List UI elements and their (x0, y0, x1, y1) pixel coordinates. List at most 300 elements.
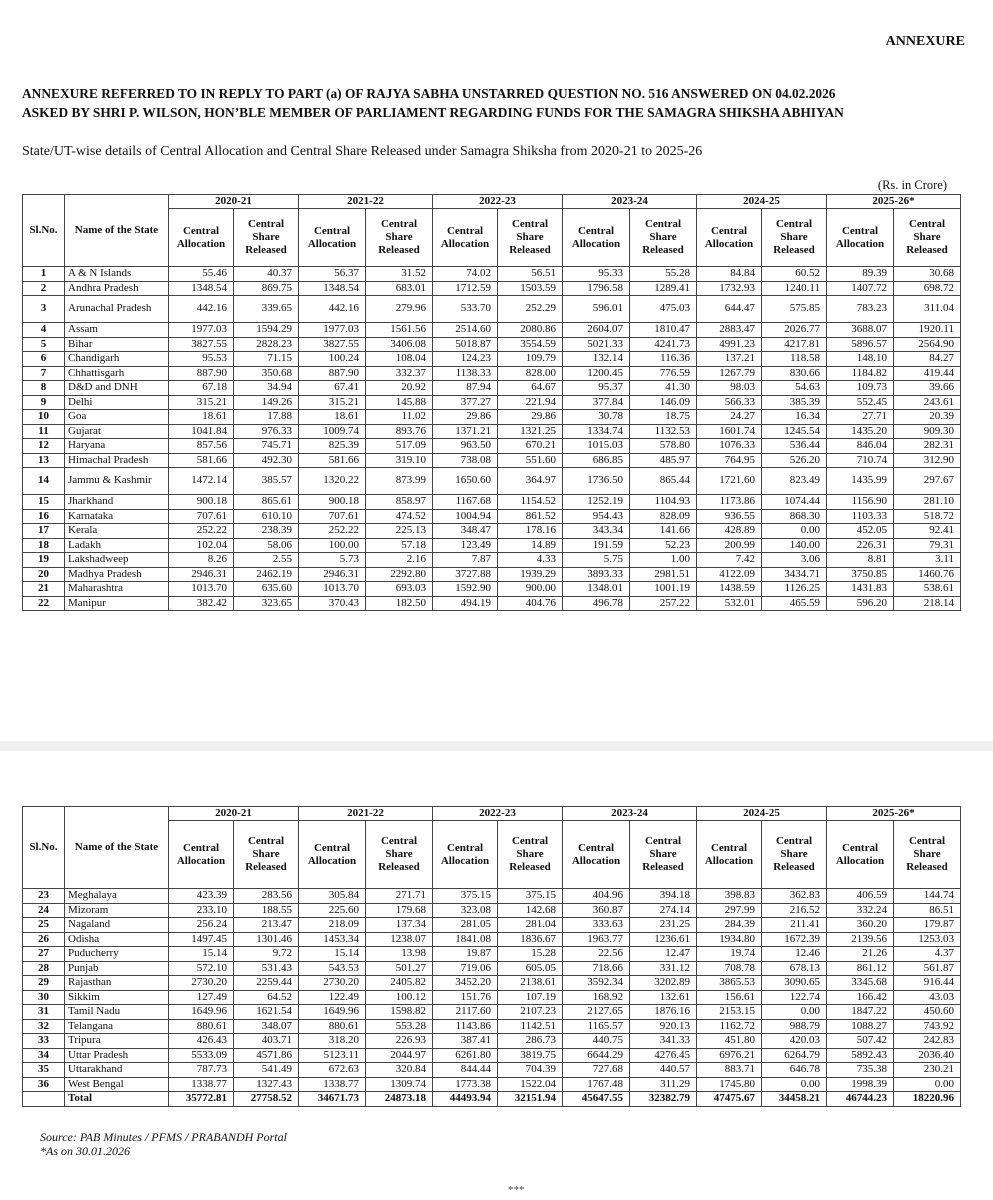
cell-central-share-released: 40.37 (234, 267, 299, 282)
cell-slno: 18 (23, 538, 65, 553)
cell-central-share-released: 858.97 (366, 495, 433, 510)
cell-central-share-released: 518.72 (894, 509, 961, 524)
cell-central-share-released: 71.15 (234, 352, 299, 367)
header-slno: Sl.No. (23, 807, 65, 889)
cell-central-allocation: 1103.33 (827, 509, 894, 524)
cell-central-allocation: 233.10 (169, 903, 234, 918)
cell-state-name: Gujarat (65, 424, 169, 439)
cell-slno: 33 (23, 1034, 65, 1049)
cell-central-allocation: 168.92 (563, 990, 630, 1005)
cell-central-allocation: 6261.80 (433, 1048, 498, 1063)
cell-central-allocation: 2153.15 (697, 1005, 762, 1020)
cell-slno: 27 (23, 947, 65, 962)
table-row (23, 947, 961, 962)
cell-central-share-released: 3434.71 (762, 567, 827, 582)
cell-central-share-released: 578.80 (630, 439, 697, 454)
cell-central-allocation: 428.89 (697, 524, 762, 539)
cell-state-name: Jharkhand (65, 495, 169, 510)
cell-central-share-released: 11.02 (366, 410, 433, 425)
cell-state-name: Telangana (65, 1019, 169, 1034)
cell-central-allocation: 423.39 (169, 889, 234, 904)
table-row (23, 1005, 961, 1020)
title-line-2: ASKED BY SHRI P. WILSON, HON’BLE MEMBER OF PARLIAMENT REGARDING FUNDS FOR THE SAMAGRA SHIKSHA ABHIYAN (22, 105, 844, 120)
cell-central-share-released: 541.49 (234, 1063, 299, 1078)
cell-central-share-released: 216.52 (762, 903, 827, 918)
cell-central-allocation: 6644.29 (563, 1048, 630, 1063)
cell-central-allocation: 507.42 (827, 1034, 894, 1049)
cell-central-allocation: 148.10 (827, 352, 894, 367)
cell-central-share-released: 319.10 (366, 453, 433, 468)
cell-central-share-released: 610.10 (234, 509, 299, 524)
cell-central-allocation: 900.18 (169, 495, 234, 510)
cell-state-name: Chhattisgarh (65, 366, 169, 381)
cell-slno: 35 (23, 1063, 65, 1078)
cell-central-share-released: 2026.77 (762, 323, 827, 338)
cell-central-allocation: 1736.50 (563, 468, 630, 495)
table-row (23, 439, 961, 454)
cell-central-share-released: 2259.44 (234, 976, 299, 991)
cell-central-allocation: 1977.03 (169, 323, 234, 338)
cell-central-allocation: 1998.39 (827, 1077, 894, 1092)
cell-central-allocation: 452.05 (827, 524, 894, 539)
header-central-allocation: Central Allocation (697, 821, 762, 889)
cell-central-allocation: 494.19 (433, 596, 498, 611)
cell-central-share-released: 2138.61 (498, 976, 563, 991)
cell-central-allocation: 963.50 (433, 439, 498, 454)
table-row (23, 410, 961, 425)
cell-central-allocation: 3688.07 (827, 323, 894, 338)
cell-central-share-released: 605.05 (498, 961, 563, 976)
cell-central-share-released: 12.47 (630, 947, 697, 962)
cell-central-allocation: 377.84 (563, 395, 630, 410)
table-row (23, 990, 961, 1005)
header-central-share-released: Central Share Released (366, 821, 433, 889)
cell-central-allocation: 297.99 (697, 903, 762, 918)
cell-state-name: Kerala (65, 524, 169, 539)
cell-slno: 34 (23, 1048, 65, 1063)
cell-central-share-released: 893.76 (366, 424, 433, 439)
cell-central-share-released: 1836.67 (498, 932, 563, 947)
cell-slno: 36 (23, 1077, 65, 1092)
cell-state-name: Karnataka (65, 509, 169, 524)
cell-central-allocation: 55.46 (169, 267, 234, 282)
cell-central-allocation: 1004.94 (433, 509, 498, 524)
cell-state-name: Arunachal Pradesh (65, 296, 169, 323)
cell-central-share-released: 683.01 (366, 281, 433, 296)
cell-state-name: Lakshadweep (65, 553, 169, 568)
cell-state-name: Sikkim (65, 990, 169, 1005)
cell-central-share-released: 225.13 (366, 524, 433, 539)
cell-central-allocation: 2127.65 (563, 1005, 630, 1020)
cell-central-allocation: 2604.07 (563, 323, 630, 338)
cell-central-allocation: 30.78 (563, 410, 630, 425)
cell-central-allocation: 1167.68 (433, 495, 498, 510)
header-central-allocation: Central Allocation (827, 209, 894, 267)
cell-slno: 15 (23, 495, 65, 510)
cell-central-share-released: 865.61 (234, 495, 299, 510)
cell-central-allocation: 332.24 (827, 903, 894, 918)
header-year: 2024-25 (697, 807, 827, 821)
cell-central-share-released: 465.59 (762, 596, 827, 611)
cell-central-share-released: 385.57 (234, 468, 299, 495)
cell-state-name: Jammu & Kashmir (65, 468, 169, 495)
cell-central-share-released: 323.65 (234, 596, 299, 611)
cell-central-allocation: 1184.82 (827, 366, 894, 381)
cell-central-allocation: 3827.55 (169, 337, 234, 352)
cell-central-allocation: 5892.43 (827, 1048, 894, 1063)
cell-central-share-released: 39.66 (894, 381, 961, 396)
cell-central-allocation: 2730.20 (299, 976, 366, 991)
cell-central-share-released: 1074.44 (762, 495, 827, 510)
cell-state-name: Delhi (65, 395, 169, 410)
cell-central-share-released: 745.71 (234, 439, 299, 454)
table-row (23, 1063, 961, 1078)
table-row (23, 1034, 961, 1049)
cell-central-share-released: 43.03 (894, 990, 961, 1005)
cell-central-share-released: 394.18 (630, 889, 697, 904)
cell-central-allocation: 5896.57 (827, 337, 894, 352)
header-central-allocation: Central Allocation (827, 821, 894, 889)
cell-slno: 16 (23, 509, 65, 524)
cell-central-allocation: 451.80 (697, 1034, 762, 1049)
cell-central-share-released: 2828.23 (234, 337, 299, 352)
cell-central-allocation: 377.27 (433, 395, 498, 410)
cell-central-share-released: 29.86 (498, 410, 563, 425)
cell-central-allocation: 3893.33 (563, 567, 630, 582)
cell-central-allocation: 496.78 (563, 596, 630, 611)
cell-central-allocation: 1348.54 (299, 281, 366, 296)
cell-central-allocation: 348.47 (433, 524, 498, 539)
cell-central-allocation: 24.27 (697, 410, 762, 425)
header-year: 2023-24 (563, 807, 697, 821)
cell-central-allocation: 1773.38 (433, 1077, 498, 1092)
cell-central-share-released: 57.18 (366, 538, 433, 553)
header-row-years (23, 195, 961, 209)
header-central-share-released: Central Share Released (498, 821, 563, 889)
cell-central-allocation: 8.26 (169, 553, 234, 568)
cell-central-allocation: 67.18 (169, 381, 234, 396)
cell-central-share-released: 2981.51 (630, 567, 697, 582)
cell-central-share-released: 179.68 (366, 903, 433, 918)
cell-central-allocation: 21.26 (827, 947, 894, 962)
cell-central-allocation: 2117.60 (433, 1005, 498, 1020)
cell-central-share-released: 2.55 (234, 553, 299, 568)
cell-central-allocation: 442.16 (299, 296, 366, 323)
cell-central-allocation: 404.96 (563, 889, 630, 904)
cell-central-allocation: 3865.53 (697, 976, 762, 991)
header-central-share-released: Central Share Released (366, 209, 433, 267)
cell-central-allocation: 5018.87 (433, 337, 498, 352)
cell-central-share-released: 385.39 (762, 395, 827, 410)
cell-slno: 4 (23, 323, 65, 338)
cell-central-allocation: 370.43 (299, 596, 366, 611)
cell-central-allocation: 738.08 (433, 453, 498, 468)
table-row (23, 1077, 961, 1092)
cell-central-allocation: 1472.14 (169, 468, 234, 495)
table-row (23, 961, 961, 976)
cell-state-name: Total (65, 1092, 169, 1107)
cell-central-share-released: 231.25 (630, 918, 697, 933)
cell-central-allocation: 1348.54 (169, 281, 234, 296)
cell-central-share-released: 283.56 (234, 889, 299, 904)
cell-central-share-released: 107.19 (498, 990, 563, 1005)
header-year: 2024-25 (697, 195, 827, 209)
cell-central-allocation: 572.10 (169, 961, 234, 976)
cell-central-allocation: 581.66 (169, 453, 234, 468)
cell-central-allocation: 1963.77 (563, 932, 630, 947)
cell-central-allocation: 1407.72 (827, 281, 894, 296)
table-row (23, 509, 961, 524)
cell-central-share-released: 282.31 (894, 439, 961, 454)
cell-central-share-released: 868.30 (762, 509, 827, 524)
cell-slno: 25 (23, 918, 65, 933)
page-separator (0, 741, 993, 751)
cell-central-share-released: 823.49 (762, 468, 827, 495)
cell-central-share-released: 271.71 (366, 889, 433, 904)
cell-central-allocation: 686.85 (563, 453, 630, 468)
cell-central-allocation: 252.22 (169, 524, 234, 539)
cell-central-share-released: 1154.52 (498, 495, 563, 510)
cell-central-share-released: 32382.79 (630, 1092, 697, 1107)
cell-central-share-released: 182.50 (366, 596, 433, 611)
cell-central-share-released: 238.39 (234, 524, 299, 539)
cell-central-share-released: 492.30 (234, 453, 299, 468)
cell-central-share-released: 501.27 (366, 961, 433, 976)
cell-central-allocation: 406.59 (827, 889, 894, 904)
header-central-share-released: Central Share Released (762, 209, 827, 267)
cell-central-share-released: 3.06 (762, 553, 827, 568)
cell-central-allocation: 954.43 (563, 509, 630, 524)
cell-central-share-released: 60.52 (762, 267, 827, 282)
cell-central-share-released: 18220.96 (894, 1092, 961, 1107)
cell-state-name: Haryana (65, 439, 169, 454)
cell-central-share-released: 828.09 (630, 509, 697, 524)
cell-central-allocation: 1767.48 (563, 1077, 630, 1092)
table-row (23, 553, 961, 568)
cell-central-allocation: 8.81 (827, 553, 894, 568)
cell-central-share-released: 149.26 (234, 395, 299, 410)
cell-state-name: Himachal Pradesh (65, 453, 169, 468)
table-row (23, 903, 961, 918)
cell-central-allocation: 323.08 (433, 903, 498, 918)
cell-central-share-released: 14.89 (498, 538, 563, 553)
cell-central-share-released: 132.61 (630, 990, 697, 1005)
cell-central-allocation: 100.00 (299, 538, 366, 553)
cell-central-allocation: 5.73 (299, 553, 366, 568)
cell-central-share-released: 1594.29 (234, 323, 299, 338)
cell-central-share-released: 279.96 (366, 296, 433, 323)
cell-central-allocation: 256.24 (169, 918, 234, 933)
cell-central-share-released: 1132.53 (630, 424, 697, 439)
cell-central-share-released: 873.99 (366, 468, 433, 495)
cell-central-allocation: 1712.59 (433, 281, 498, 296)
cell-central-allocation: 532.01 (697, 596, 762, 611)
cell-central-allocation: 596.20 (827, 596, 894, 611)
header-central-allocation: Central Allocation (563, 209, 630, 267)
cell-central-allocation: 1841.08 (433, 932, 498, 947)
cell-central-share-released: 4571.86 (234, 1048, 299, 1063)
cell-slno: 20 (23, 567, 65, 582)
cell-slno: 22 (23, 596, 65, 611)
cell-central-allocation: 15.14 (299, 947, 366, 962)
cell-central-allocation: 844.44 (433, 1063, 498, 1078)
cell-state-name: Odisha (65, 932, 169, 947)
cell-central-allocation: 2883.47 (697, 323, 762, 338)
cell-central-share-released: 1598.82 (366, 1005, 433, 1020)
cell-central-allocation: 787.73 (169, 1063, 234, 1078)
table-row (23, 918, 961, 933)
cell-central-allocation: 1649.96 (299, 1005, 366, 1020)
cell-state-name: Punjab (65, 961, 169, 976)
cell-slno: 23 (23, 889, 65, 904)
cell-central-allocation: 1338.77 (299, 1077, 366, 1092)
cell-central-share-released: 52.23 (630, 538, 697, 553)
cell-central-share-released: 0.00 (762, 524, 827, 539)
cell-central-allocation: 2139.56 (827, 932, 894, 947)
cell-central-allocation: 1156.90 (827, 495, 894, 510)
cell-central-allocation: 1497.45 (169, 932, 234, 947)
cell-central-allocation: 1650.60 (433, 468, 498, 495)
cell-slno: 17 (23, 524, 65, 539)
cell-central-allocation: 3727.88 (433, 567, 498, 582)
cell-central-allocation: 45647.55 (563, 1092, 630, 1107)
header-year: 2023-24 (563, 195, 697, 209)
cell-central-allocation: 375.15 (433, 889, 498, 904)
cell-central-share-released: 0.00 (762, 1005, 827, 1020)
cell-central-allocation: 2946.31 (169, 567, 234, 582)
cell-central-share-released: 20.39 (894, 410, 961, 425)
header-central-allocation: Central Allocation (433, 821, 498, 889)
table-row (23, 424, 961, 439)
cell-central-allocation: 1601.74 (697, 424, 762, 439)
cell-central-allocation: 1435.99 (827, 468, 894, 495)
cell-central-allocation: 67.41 (299, 381, 366, 396)
cell-central-allocation: 387.41 (433, 1034, 498, 1049)
cell-central-allocation: 56.37 (299, 267, 366, 282)
cell-central-allocation: 1745.80 (697, 1077, 762, 1092)
cell-central-share-released: 137.34 (366, 918, 433, 933)
cell-central-share-released: 24873.18 (366, 1092, 433, 1107)
cell-central-share-released: 18.75 (630, 410, 697, 425)
cell-central-share-released: 743.92 (894, 1019, 961, 1034)
header-central-share-released: Central Share Released (630, 209, 697, 267)
cell-central-share-released: 100.12 (366, 990, 433, 1005)
cell-central-share-released: 311.04 (894, 296, 961, 323)
cell-state-name: Uttarakhand (65, 1063, 169, 1078)
cell-slno (23, 1092, 65, 1107)
cell-central-share-released: 2036.40 (894, 1048, 961, 1063)
cell-central-allocation: 764.95 (697, 453, 762, 468)
cell-central-allocation: 84.84 (697, 267, 762, 282)
cell-central-share-released: 1253.03 (894, 932, 961, 947)
cell-central-allocation: 783.23 (827, 296, 894, 323)
cell-central-share-released: 15.28 (498, 947, 563, 962)
cell-central-share-released: 375.15 (498, 889, 563, 904)
cell-central-share-released: 362.83 (762, 889, 827, 904)
cell-central-share-released: 1238.07 (366, 932, 433, 947)
header-year: 2021-22 (299, 195, 433, 209)
document-title (22, 84, 972, 122)
cell-central-allocation: 7.87 (433, 553, 498, 568)
cell-central-allocation: 1435.20 (827, 424, 894, 439)
unit-note: (Rs. in Crore) (877, 178, 947, 192)
cell-central-share-released: 4.33 (498, 553, 563, 568)
cell-central-share-released: 122.74 (762, 990, 827, 1005)
cell-central-allocation: 29.86 (433, 410, 498, 425)
cell-central-share-released: 109.79 (498, 352, 563, 367)
cell-central-allocation: 5021.33 (563, 337, 630, 352)
cell-central-share-released: 0.00 (762, 1077, 827, 1092)
cell-central-allocation: 1431.83 (827, 582, 894, 597)
cell-central-allocation: 1173.86 (697, 495, 762, 510)
cell-central-share-released: 865.44 (630, 468, 697, 495)
cell-central-share-released: 257.22 (630, 596, 697, 611)
cell-central-share-released: 776.59 (630, 366, 697, 381)
cell-state-name: West Bengal (65, 1077, 169, 1092)
cell-central-allocation: 19.74 (697, 947, 762, 962)
cell-central-share-released: 1289.41 (630, 281, 697, 296)
cell-central-share-released: 108.04 (366, 352, 433, 367)
cell-state-name: D&D and DNH (65, 381, 169, 396)
cell-central-share-released: 1236.61 (630, 932, 697, 947)
cell-state-name: Assam (65, 323, 169, 338)
cell-central-share-released: 32151.94 (498, 1092, 563, 1107)
cell-central-allocation: 1143.86 (433, 1019, 498, 1034)
cell-central-allocation: 1721.60 (697, 468, 762, 495)
cell-central-share-released: 2462.19 (234, 567, 299, 582)
cell-central-share-released: 41.30 (630, 381, 697, 396)
cell-central-share-released: 1309.74 (366, 1077, 433, 1092)
cell-central-share-released: 531.43 (234, 961, 299, 976)
cell-central-allocation: 440.75 (563, 1034, 630, 1049)
cell-central-allocation: 857.56 (169, 439, 234, 454)
cell-central-allocation: 4991.23 (697, 337, 762, 352)
cell-central-share-released: 20.92 (366, 381, 433, 396)
cell-central-share-released: 698.72 (894, 281, 961, 296)
total-row (23, 1092, 961, 1107)
cell-central-allocation: 123.49 (433, 538, 498, 553)
cell-central-allocation: 596.01 (563, 296, 630, 323)
cell-central-allocation: 1977.03 (299, 323, 366, 338)
cell-central-allocation: 95.33 (563, 267, 630, 282)
cell-central-allocation: 861.12 (827, 961, 894, 976)
cell-central-allocation: 644.47 (697, 296, 762, 323)
cell-central-allocation: 533.70 (433, 296, 498, 323)
cell-state-name: Maharashtra (65, 582, 169, 597)
cell-state-name: Puducherry (65, 947, 169, 962)
cell-central-allocation: 1453.34 (299, 932, 366, 947)
cell-central-share-released: 1240.11 (762, 281, 827, 296)
cell-central-allocation: 95.53 (169, 352, 234, 367)
table-row (23, 468, 961, 495)
cell-central-allocation: 1009.74 (299, 424, 366, 439)
cell-central-share-released: 58.06 (234, 538, 299, 553)
cell-central-allocation: 191.59 (563, 538, 630, 553)
table-row (23, 524, 961, 539)
cell-slno: 11 (23, 424, 65, 439)
cell-central-allocation: 226.31 (827, 538, 894, 553)
table-row (23, 267, 961, 282)
cell-central-share-released: 297.67 (894, 468, 961, 495)
cell-central-share-released: 84.27 (894, 352, 961, 367)
cell-central-allocation: 3592.34 (563, 976, 630, 991)
cell-central-share-released: 339.65 (234, 296, 299, 323)
cell-central-share-released: 118.58 (762, 352, 827, 367)
cell-slno: 5 (23, 337, 65, 352)
cell-slno: 12 (23, 439, 65, 454)
cell-central-allocation: 1013.70 (299, 582, 366, 597)
cell-central-allocation: 22.56 (563, 947, 630, 962)
